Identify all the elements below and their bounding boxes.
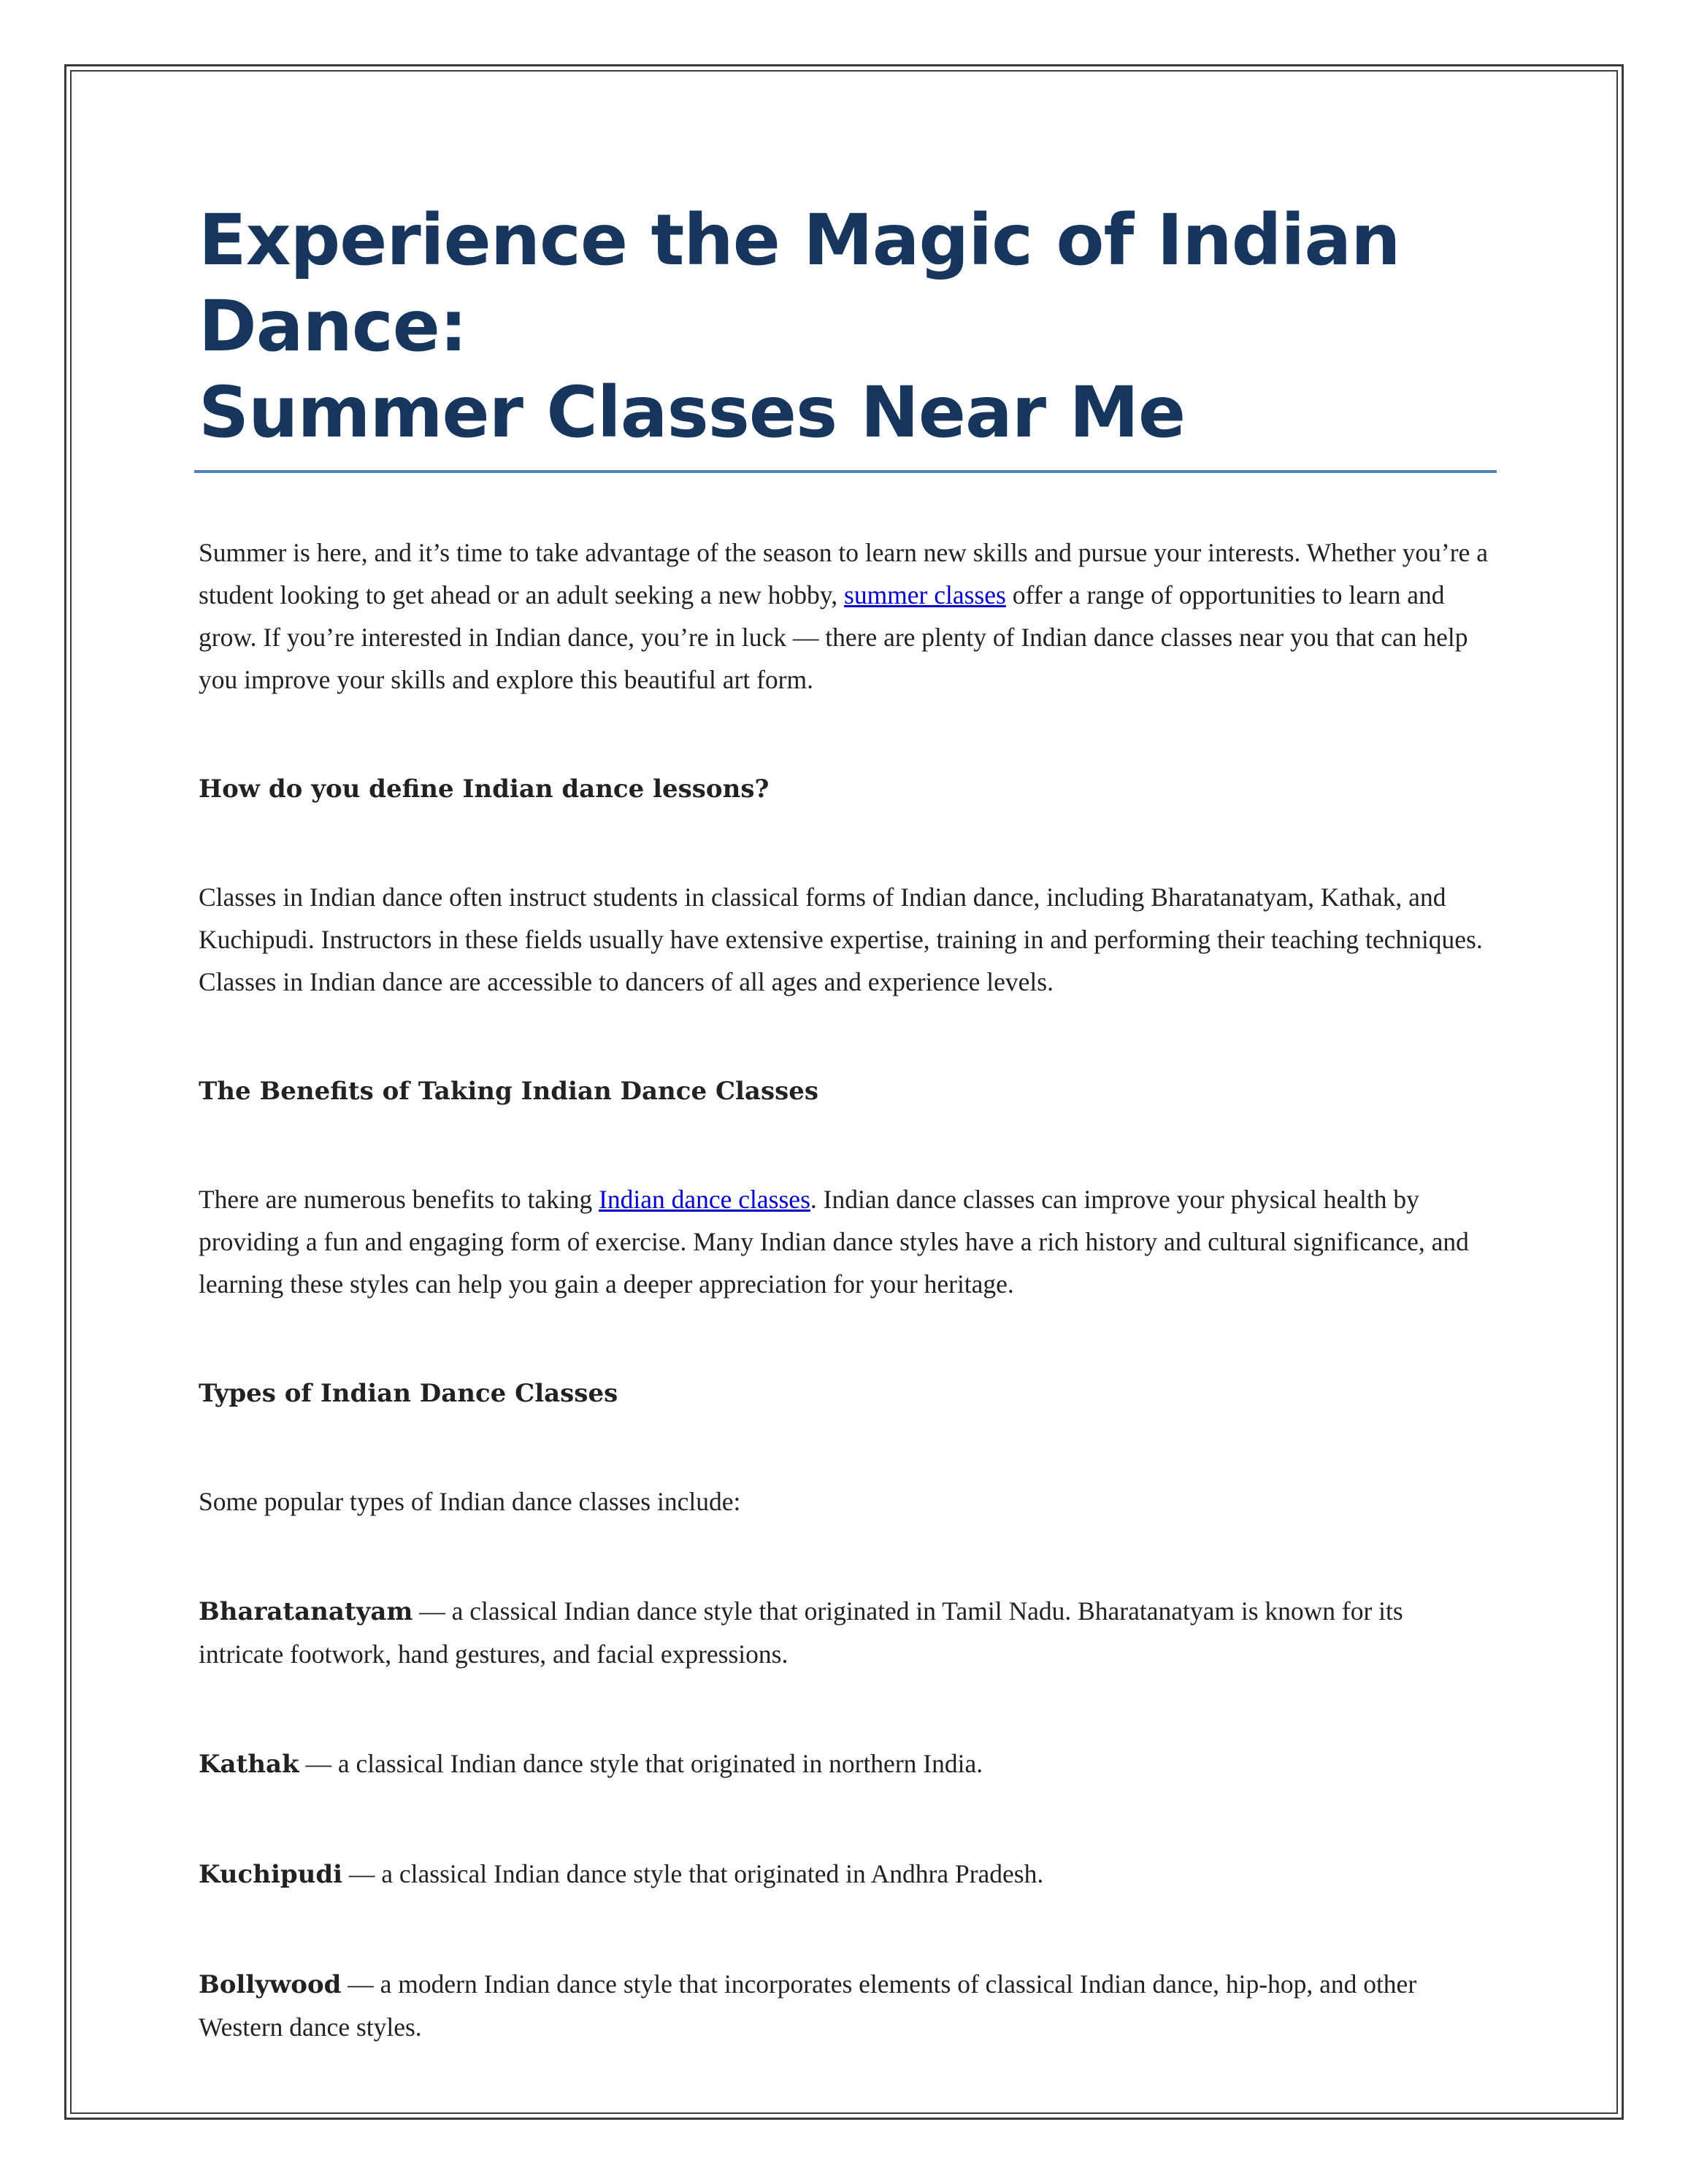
description-bharatanatyam: — a classical Indian dance style that originated in Tamil Nadu. Bharatanatyam is known for its intricate footwork, hand gestures, and facial expressions.: [199, 1596, 1403, 1669]
benefits-text-before-link: There are numerous benefits to taking: [199, 1185, 599, 1214]
term-bollywood: Bollywood: [199, 1970, 342, 1999]
description-bollywood: — a modern Indian dance style that incorporates elements of classical Indian dance, hip-hop, and other Western dance styles.: [199, 1969, 1417, 2042]
list-item-bharatanatyam: [199, 1590, 1492, 1675]
intro-text-before-link: Summer is here, and it’s time to take advantage of the season to learn new skills and pursue your interests. Whether you’re a student looking to get ahead or an adult seeking a new hobby,: [199, 538, 1488, 610]
term-bharatanatyam: Bharatanatyam: [199, 1597, 413, 1626]
document-content: [199, 197, 1492, 2048]
types-intro-paragraph: Some popular types of Indian dance classes include:: [199, 1487, 741, 1516]
section-heading-define: How do you define Indian dance lessons?: [199, 774, 770, 804]
summer-classes-link[interactable]: summer classes: [844, 580, 1006, 610]
benefits-text-after-link: . Indian dance classes can improve your physical health by providing a fun and engaging form of exercise. Many Indian dance styles have a rich history and cultural significance, and learning these styles can help you gain a deeper appreciation for your heritage.: [199, 1185, 1469, 1299]
page-title-line-2: Summer Classes Near Me: [199, 372, 1186, 453]
page-title-line-1: Experience the Magic of Indian Dance:: [199, 199, 1400, 367]
description-kuchipudi: — a classical Indian dance style that originated in Andhra Pradesh.: [342, 1859, 1044, 1888]
intro-text-after-link: offer a range of opportunities to learn and grow. If you’re interested in Indian dance, you’re in luck — there are plenty of Indian dance classes near you that can help you improve your skills and explore this beautiful art form.: [199, 580, 1468, 694]
intro-paragraph: [199, 531, 1492, 701]
description-kathak: — a classical Indian dance style that originated in northern India.: [299, 1749, 983, 1778]
list-item-bollywood: [199, 1963, 1492, 2048]
section-heading-benefits: The Benefits of Taking Indian Dance Classes: [199, 1077, 819, 1106]
term-kuchipudi: Kuchipudi: [199, 1860, 343, 1889]
define-paragraph: Classes in Indian dance often instruct students in classical forms of Indian dance, including Bharatanatyam, Kathak, and Kuchipudi. Instructors in these fields usually have extensive expertise, training in and performing their teaching techniques. Classes in Indian dance are accessible to dancers of all ages and experience levels.: [199, 883, 1483, 996]
list-item-kuchipudi: [199, 1853, 1492, 1896]
indian-dance-classes-link[interactable]: Indian dance classes: [599, 1185, 810, 1214]
section-heading-types: Types of Indian Dance Classes: [199, 1379, 618, 1408]
term-kathak: Kathak: [199, 1750, 299, 1779]
benefits-paragraph: [199, 1178, 1492, 1305]
page-title: [199, 197, 1492, 455]
list-item-kathak: [199, 1742, 1492, 1785]
